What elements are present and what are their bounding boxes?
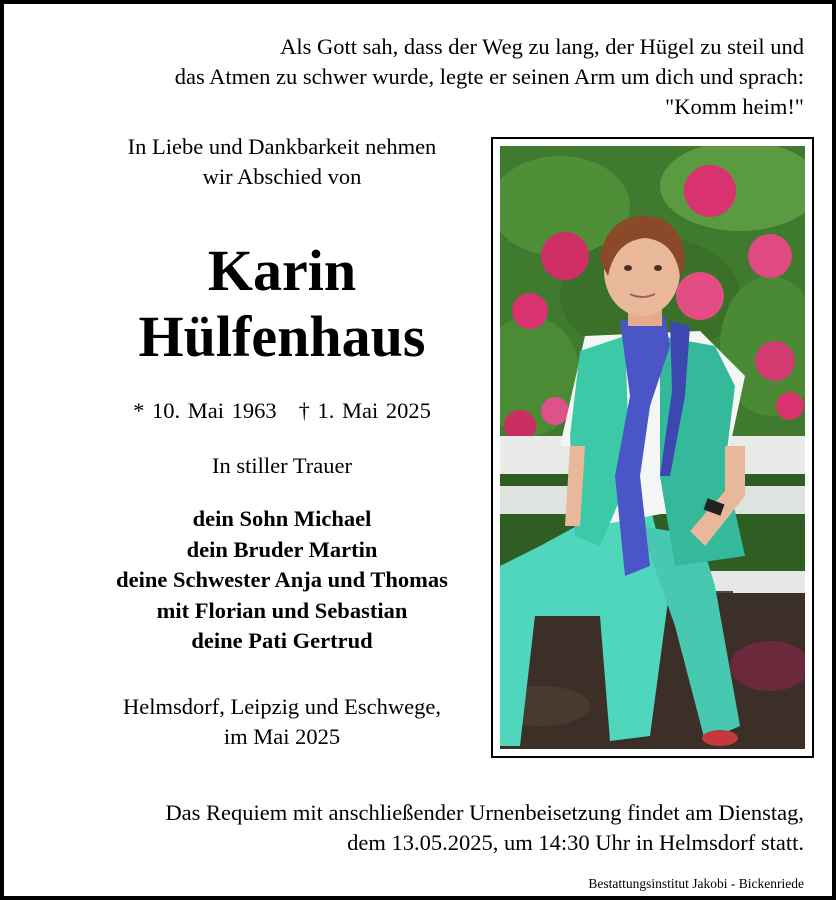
- quote-line-2: das Atmen zu schwer wurde, legte er seinen Arm um dich und sprach:: [174, 64, 804, 89]
- mourner-line: deine Schwester Anja und Thomas: [116, 567, 448, 592]
- deceased-last-name: Hülfenhaus: [138, 304, 426, 369]
- requiem-line-2: dem 13.05.2025, um 14:30 Uhr in Helmsdorf statt.: [347, 830, 804, 855]
- birth-date: * 10. Mai 1963: [133, 398, 277, 423]
- deceased-first-name: Karin: [207, 238, 357, 303]
- mourner-line: mit Florian und Sebastian: [156, 597, 408, 623]
- mourner-line: dein Sohn Michael: [192, 506, 372, 531]
- mourner-line: dein Bruder Martin: [186, 536, 378, 562]
- place-line-1: Helmsdorf, Leipzig und Eschwege,: [122, 693, 442, 719]
- funeral-home-credit: Bestattungsinstitut Jakobi - Bickenriede: [588, 876, 804, 891]
- portrait-photo: [500, 146, 805, 749]
- requiem-notice: [24, 798, 804, 858]
- quote-line-3: "Komm heim!": [665, 94, 804, 119]
- portrait-photo-frame: [491, 137, 814, 758]
- mourner-line: deine Pati Gertrud: [191, 628, 373, 653]
- intro-line-2: wir Abschied von: [202, 164, 362, 189]
- opening-quote: [44, 32, 804, 122]
- deceased-name: [64, 238, 500, 370]
- requiem-line-1: Das Requiem mit anschließender Urnenbeisetzung findet am Dienstag,: [165, 800, 804, 825]
- quote-line-1: Als Gott sah, dass der Weg zu lang, der Hügel zu steil und: [280, 34, 804, 59]
- place-and-date: [64, 692, 500, 752]
- life-dates: [64, 396, 500, 426]
- mourning-intro: In stiller Trauer: [212, 453, 352, 478]
- farewell-intro: [64, 132, 500, 192]
- announcement-column: [64, 132, 500, 752]
- death-date: † 1. Mai 2025: [298, 398, 431, 423]
- mourners-list: [64, 504, 500, 657]
- intro-line-1: In Liebe und Dankbarkeit nehmen: [127, 134, 437, 159]
- place-line-2: im Mai 2025: [223, 723, 341, 749]
